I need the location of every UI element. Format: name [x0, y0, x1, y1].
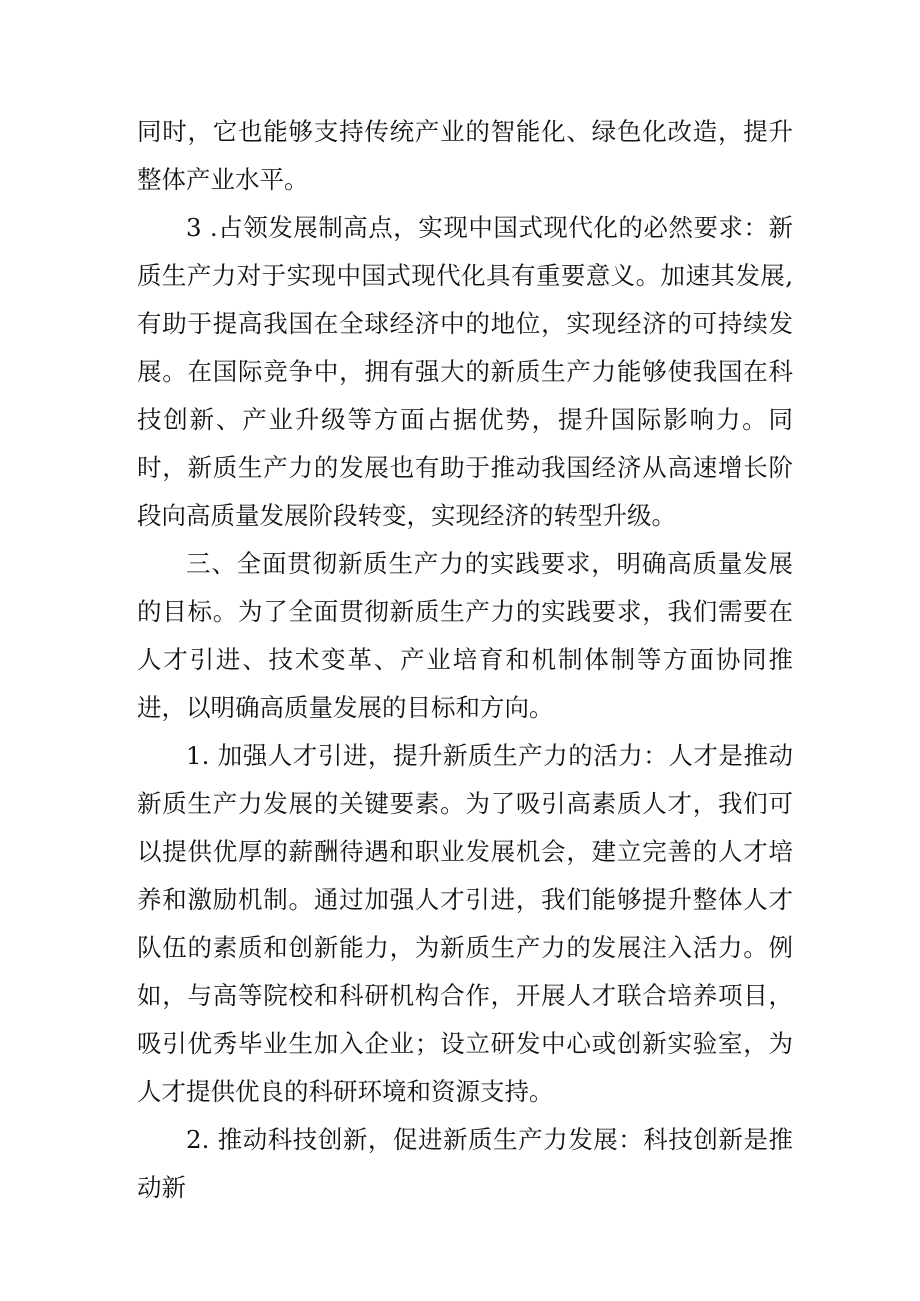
document-page: [137, 108, 793, 1212]
paragraph-point-3: 3 .占领发展制高点，实现中国式现代化的必然要求：新质生产力对于实现中国式现代化具有重要意义。加速其发展,有助于提高我国在全球经济中的地位，实现经济的可持续发展。在国际竞争中，拥有强大的新质生产力能够使我国在科技创新、产业升级等方面占据优势，提升国际影响力。同时，新质生产力的发展也有助于推动我国经济从高速增长阶段向高质量发展阶段转变，实现经济的转型升级。: [137, 213, 793, 530]
paragraph-tech-innovation: 2. 推动科技创新，促进新质生产力发展：科技创新是推动新: [137, 1125, 793, 1202]
paragraph-continuation: 同时，它也能够支持传统产业的智能化、绿色化改造，提升整体产业水平。: [137, 117, 793, 194]
paragraph-section-3: 三、全面贯彻新质生产力的实践要求，明确高质量发展的目标。为了全面贯彻新质生产力的实践要求，我们需要在人才引进、技术变革、产业培育和机制体制等方面协同推进，以明确高质量发展的目标和方向。: [137, 549, 793, 722]
paragraph-talent: 1. 加强人才引进，提升新质生产力的活力：人才是推动新质生产力发展的关键要素。为了吸引高素质人才，我们可以提供优厚的薪酬待遇和职业发展机会，建立完善的人才培养和激励机制。通过加强人才引进，我们能够提升整体人才队伍的素质和创新能力，为新质生产力的发展注入活力。例如，与高等院校和科研机构合作，开展人才联合培养项目，吸引优秀毕业生加入企业；设立研发中心或创新实验室，为人才提供优良的科研环境和资源支持。: [137, 741, 793, 1106]
